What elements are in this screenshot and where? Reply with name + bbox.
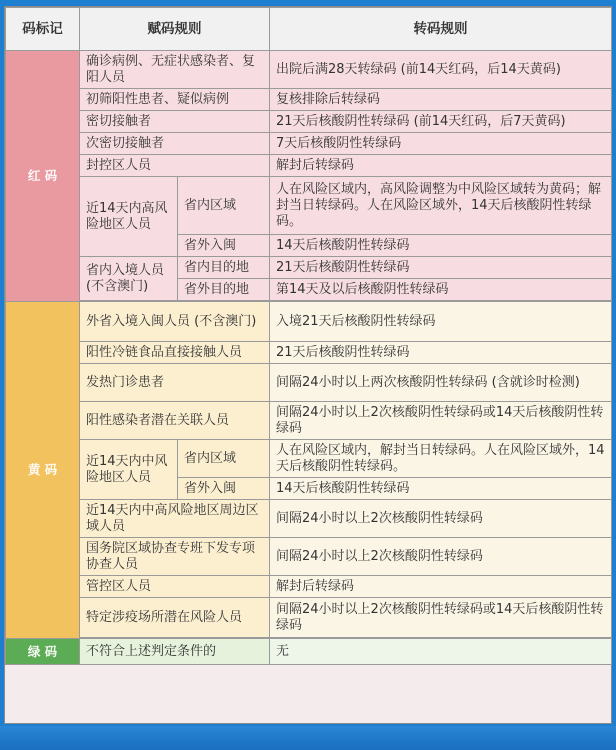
convert-cell: 14天后核酸阴性转绿码 xyxy=(270,478,612,500)
table-row xyxy=(6,155,612,177)
assign-cell: 确诊病例、无症状感染者、复阳人员 xyxy=(80,51,270,89)
table-row xyxy=(6,598,612,638)
assign-cell: 阳性感染者潜在关联人员 xyxy=(80,402,270,440)
table-row xyxy=(6,111,612,133)
header-assign-rule: 赋码规则 xyxy=(80,8,270,51)
subgroup-cell: 省外入闽 xyxy=(178,235,270,257)
convert-cell: 间隔24小时以上2次核酸阴性转绿码或14天后核酸阴性转绿码 xyxy=(270,598,612,638)
assign-cell: 次密切接触者 xyxy=(80,133,270,155)
assign-cell: 封控区人员 xyxy=(80,155,270,177)
convert-cell: 间隔24小时以上2次核酸阴性转绿码或14天后核酸阴性转绿码 xyxy=(270,402,612,440)
assign-cell: 管控区人员 xyxy=(80,576,270,598)
subgroup-cell: 省内目的地 xyxy=(178,257,270,279)
convert-cell: 间隔24小时以上2次核酸阴性转绿码 xyxy=(270,538,612,576)
green-code-label: 绿 码 xyxy=(6,639,80,665)
table-row xyxy=(6,440,612,478)
assign-cell: 近14天内中高风险地区周边区域人员 xyxy=(80,500,270,538)
convert-cell: 21天后核酸阴性转绿码 xyxy=(270,342,612,364)
assign-cell: 外省入境入闽人员 (不含澳门) xyxy=(80,302,270,342)
convert-cell: 14天后核酸阴性转绿码 xyxy=(270,235,612,257)
yellow-code-label: 黄 码 xyxy=(6,302,80,639)
convert-cell: 出院后满28天转绿码 (前14天红码，后14天黄码) xyxy=(270,51,612,89)
table-row xyxy=(6,538,612,576)
table-row xyxy=(6,89,612,111)
assign-cell: 阳性冷链食品直接接触人员 xyxy=(80,342,270,364)
convert-cell: 间隔24小时以上两次核酸阴性转绿码 (含就诊时检测) xyxy=(270,364,612,402)
table-row xyxy=(6,177,612,235)
high-risk-group: 近14天内高风险地区人员 xyxy=(80,177,178,257)
table-row xyxy=(6,576,612,598)
table-row xyxy=(6,51,612,89)
convert-cell: 无 xyxy=(270,639,612,665)
convert-cell: 复核排除后转绿码 xyxy=(270,89,612,111)
assign-cell: 密切接触者 xyxy=(80,111,270,133)
subgroup-cell: 省外入闽 xyxy=(178,478,270,500)
table-row xyxy=(6,402,612,440)
convert-cell: 人在风险区域内，解封当日转绿码。人在风险区域外，14天后核酸阴性转绿码。 xyxy=(270,440,612,478)
header-row xyxy=(6,8,612,51)
convert-cell: 21天后核酸阴性转绿码 (前14天红码，后7天黄码) xyxy=(270,111,612,133)
convert-cell: 人在风险区域内，高风险调整为中风险区域转为黄码；解封当日转绿码。人在风险区域外，14天后核酸阴性转绿码。 xyxy=(270,177,612,235)
assign-cell: 不符合上述判定条件的 xyxy=(80,639,270,665)
table-row xyxy=(6,342,612,364)
table-row xyxy=(6,302,612,342)
assign-cell: 发热门诊患者 xyxy=(80,364,270,402)
convert-cell: 解封后转绿码 xyxy=(270,155,612,177)
table-row xyxy=(6,257,612,279)
convert-cell: 解封后转绿码 xyxy=(270,576,612,598)
convert-cell: 入境21天后核酸阴性转绿码 xyxy=(270,302,612,342)
subgroup-cell: 省内区域 xyxy=(178,440,270,478)
subgroup-cell: 省外目的地 xyxy=(178,279,270,301)
assign-cell: 初筛阳性患者、疑似病例 xyxy=(80,89,270,111)
red-code-label: 红 码 xyxy=(6,51,80,302)
header-convert-rule: 转码规则 xyxy=(270,8,612,51)
table-row xyxy=(6,133,612,155)
health-code-table-container xyxy=(4,6,612,724)
table-row xyxy=(6,639,612,665)
entry-group: 省内入境人员 (不含澳门) xyxy=(80,257,178,301)
convert-cell: 21天后核酸阴性转绿码 xyxy=(270,257,612,279)
bottom-bar xyxy=(0,726,616,750)
convert-cell: 间隔24小时以上2次核酸阴性转绿码 xyxy=(270,500,612,538)
convert-cell: 7天后核酸阴性转绿码 xyxy=(270,133,612,155)
convert-cell: 第14天及以后核酸阴性转绿码 xyxy=(270,279,612,301)
table-row xyxy=(6,500,612,538)
health-code-rules-table xyxy=(5,7,612,665)
header-code-label: 码标记 xyxy=(6,8,80,51)
assign-cell: 国务院区域协查专班下发专项协查人员 xyxy=(80,538,270,576)
mid-risk-group: 近14天内中风险地区人员 xyxy=(80,440,178,500)
subgroup-cell: 省内区域 xyxy=(178,177,270,235)
assign-cell: 特定涉疫场所潜在风险人员 xyxy=(80,598,270,638)
table-row xyxy=(6,364,612,402)
